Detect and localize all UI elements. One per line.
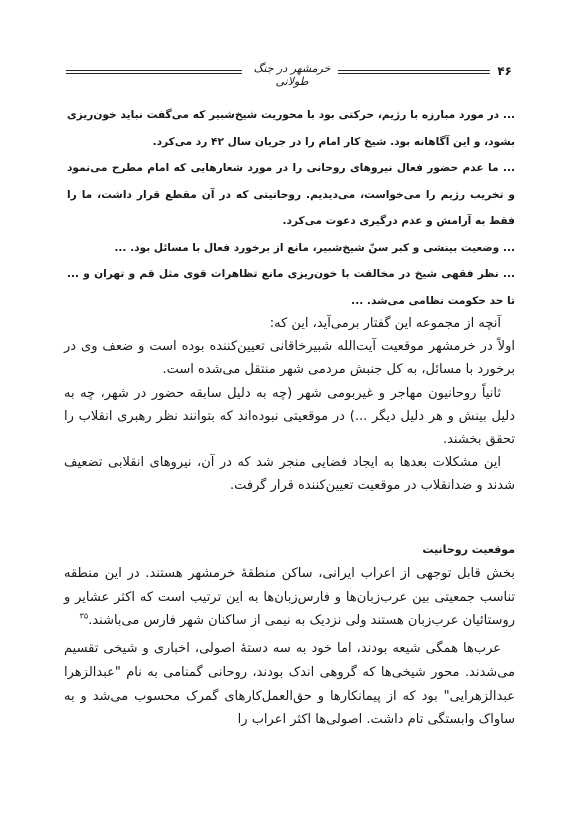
- third-point: این مشکلات بعدها به ایجاد فضایی منجر شد که در آن، نیروهای انقلابی تضعیف شدند و ضدانقلاب در موقعیت تعیین‌کننده قرار گرفت.: [64, 455, 515, 494]
- quote-1: ... در مورد مبارزه با رژیم، حرکتی بود با محوریت شیخ‌شبیر که می‌گفت نباید خون‌ریزی بشود، و این آگاهانه بود. شیخ کار امام را در جریان سال ۴۲ رد می‌کرد.: [67, 109, 515, 148]
- header-rule-right: [338, 70, 490, 74]
- first-point: اولاً در خرمشهر موقعیت آیت‌الله شبیرخاقانی تعیین‌کننده بوده است و ضعف وی در برخورد با مسائل، به کل جنبش مردمی شهر منتقل می‌شده است.: [64, 339, 515, 378]
- quote-4: ... نظر فقهی شیخ در مخالفت با خون‌ریزی مانع تظاهرات قوی مثل قم و تهران و ... تا حد حکومت نظامی می‌شد. ...: [67, 268, 515, 307]
- header-rule-left: [66, 70, 242, 74]
- section-heading: موقعیت روحانیت: [422, 543, 515, 556]
- page-number: ۴۶: [497, 64, 512, 78]
- quote-3: ... وضعیت بینشی و کبر سنّ شیخ‌شبیر، مانع از برخورد فعال با مسائل بود. ...: [114, 241, 515, 254]
- section-paragraph-2: عرب‌ها همگی شیعه بودند، اما خود به سه دستهٔ اصولی، اخباری و شیخی تقسیم می‌شدند. محور شیخی‌ها که گروهی اندک بودند، روحانی گمنامی به نام "عبدالزهرا عبدالزهرایی" بود که از پیمانکارها و حق‌العمل‌کارهای گمرک محسوب می‌شد و به ساواک وابستگی تام داشت. اصولی‌ها اکثر اعراب را: [64, 641, 515, 728]
- footnote-marker: ۳۵: [79, 612, 89, 622]
- analysis-text: [64, 312, 515, 498]
- page-header: [66, 62, 512, 86]
- clergy-section: [64, 540, 515, 736]
- running-title: خرمشهر در جنگ طولانی: [253, 62, 331, 88]
- section-paragraph-1-text: بخش قابل توجهی از اعراب ایرانی، ساکن منطقهٔ خرمشهر هستند. در این منطقه تناسب جمعیتی بین عرب‌زبان‌ها و فارس‌زبان‌ها به این ترتیب است که اکثر عشایر و روستائیان عرب‌زبان هستند ولی نزدیک به نیمی از ساکنان شهر فارس می‌باشند.: [64, 566, 515, 629]
- second-point: ثانیاً روحانیون مهاجر و غیربومی شهر (چه به دلیل سابقه حضور در شهر، چه به دلیل بینش و هر دلیل دیگر ...) در موقعیتی نبوده‌اند که بتوانند نظر رهبری انقلاب را تحقق بخشند.: [64, 385, 515, 448]
- intro-paragraph: آنچه از مجموعه این گفتار برمی‌آید، این که:: [269, 316, 501, 331]
- interview-quotes: [67, 102, 515, 314]
- section-paragraph-1: [64, 562, 515, 633]
- quote-2: ... ما عدم حضور فعال نیروهای روحانی را در مورد شعارهایی که امام مطرح می‌نمود و تخریب رژیم را می‌خواست، می‌دیدیم. روحانیتی که در آن مقطع قرار داشت، ما را فقط به آرامش و عدم درگیری دعوت می‌کرد.: [67, 162, 515, 227]
